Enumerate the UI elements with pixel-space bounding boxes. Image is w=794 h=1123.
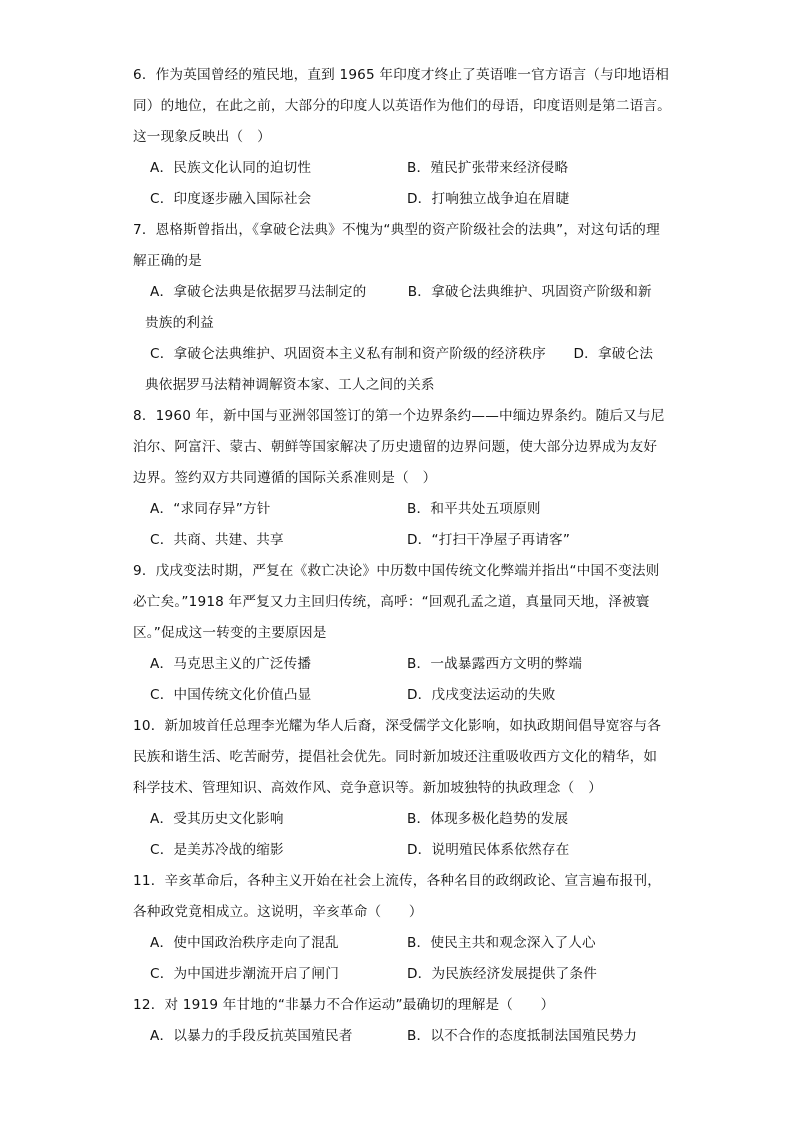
option-row bbox=[0, 928, 794, 959]
option-d[interactable]: D．“打扫干净屋子再请客” bbox=[407, 532, 571, 548]
question-stem: 民族和谐生活、吃苦耐劳，提倡社会优先。同时新加坡还注重吸收西方文化的精华，如 bbox=[133, 749, 658, 765]
option-b[interactable]: B．殖民扩张带来经济侵略 bbox=[407, 160, 569, 176]
option-d[interactable]: D．说明殖民体系依然存在 bbox=[407, 842, 570, 858]
option-d[interactable]: D．打响独立战争迫在眉睫 bbox=[407, 191, 570, 207]
question-stem: 12．对 1919 年甘地的“非暴力不合作运动”最确切的理解是（ ） bbox=[133, 997, 555, 1013]
question-stem: 9．戊戌变法时期，严复在《救亡决论》中历数中国传统文化弊端并指出“中国不变法则 bbox=[133, 563, 660, 579]
option-c-d[interactable]: C．拿破仑法典维护、巩固资本主义私有制和资产阶级的经济秩序 D．拿破仑法 bbox=[150, 346, 654, 362]
option-d-continued: 典依据罗马法精神调解资本家、工人之间的关系 bbox=[145, 377, 435, 393]
question-stem: 同）的地位，在此之前，大部分的印度人以英语作为他们的母语，印度语则是第二语言。 bbox=[133, 98, 671, 114]
option-row bbox=[0, 959, 794, 990]
option-row bbox=[0, 1021, 794, 1052]
option-b[interactable]: B．以不合作的态度抵制法国殖民势力 bbox=[407, 1028, 638, 1044]
question-stem: 区。”促成这一转变的主要原因是 bbox=[133, 625, 327, 641]
question-7 bbox=[0, 215, 794, 401]
option-a-b[interactable]: A．拿破仑法典是依据罗马法制定的 B．拿破仑法典维护、巩固资产阶级和新 bbox=[150, 284, 652, 300]
option-a[interactable]: A．马克思主义的广泛传播 bbox=[150, 656, 312, 672]
option-c[interactable]: C．中国传统文化价值凸显 bbox=[150, 687, 312, 703]
option-b[interactable]: B．使民主共和观念深入了人心 bbox=[407, 935, 596, 951]
option-row bbox=[0, 680, 794, 711]
option-row bbox=[0, 804, 794, 835]
option-d[interactable]: D．戊戌变法运动的失败 bbox=[407, 687, 556, 703]
question-stem: 这一现象反映出（ ） bbox=[133, 129, 271, 145]
question-stem: 8．1960 年，新中国与亚洲邻国签订的第一个边界条约——中缅边界条约。随后又与尼 bbox=[133, 408, 665, 424]
option-c[interactable]: C．印度逐步融入国际社会 bbox=[150, 191, 312, 207]
question-stem: 6．作为英国曾经的殖民地，直到 1965 年印度才终止了英语唯一官方语言（与印地语相 bbox=[133, 67, 670, 83]
question-8 bbox=[0, 401, 794, 556]
option-b[interactable]: B．和平共处五项原则 bbox=[407, 501, 541, 517]
question-stem: 泊尔、阿富汗、蒙古、朝鲜等国家解决了历史遗留的边界问题，使大部分边界成为友好 bbox=[133, 439, 658, 455]
question-stem: 11．辛亥革命后，各种主义开始在社会上流传，各种名目的政纲政论、宣言遍布报刊， bbox=[133, 873, 662, 889]
option-b[interactable]: B．体现多极化趋势的发展 bbox=[407, 811, 569, 827]
question-6 bbox=[0, 60, 794, 215]
question-stem: 7．恩格斯曾指出，《拿破仑法典》不愧为“典型的资产阶级社会的法典”，对这句话的理 bbox=[133, 222, 660, 238]
option-row bbox=[0, 494, 794, 525]
option-a[interactable]: A．“求同存异”方针 bbox=[150, 501, 271, 517]
option-b[interactable]: B．一战暴露西方文明的弊端 bbox=[407, 656, 583, 672]
option-row bbox=[0, 184, 794, 215]
option-a[interactable]: A．民族文化认同的迫切性 bbox=[150, 160, 312, 176]
option-a[interactable]: A．受其历史文化影响 bbox=[150, 811, 284, 827]
option-b-continued: 贵族的利益 bbox=[145, 315, 214, 331]
question-stem: 科学技术、管理知识、高效作风、竞争意识等。新加坡独特的执政理念（ ） bbox=[133, 780, 602, 796]
question-stem: 边界。签约双方共同遵循的国际关系准则是（ ） bbox=[133, 470, 437, 486]
question-11 bbox=[0, 866, 794, 990]
option-row bbox=[0, 525, 794, 556]
question-stem: 各种政党竟相成立。这说明，辛亥革命（ ） bbox=[133, 904, 423, 920]
question-stem: 必亡矣。”1918 年严复又力主回归传统，高呼：“回观孔孟之道，真量同天地，泽被寰 bbox=[133, 594, 650, 610]
option-a[interactable]: A．以暴力的手段反抗英国殖民者 bbox=[150, 1028, 353, 1044]
option-row bbox=[0, 835, 794, 866]
option-c[interactable]: C．为中国进步潮流开启了闸门 bbox=[150, 966, 340, 982]
question-stem: 解正确的是 bbox=[133, 253, 202, 269]
option-row bbox=[0, 649, 794, 680]
option-row bbox=[0, 153, 794, 184]
question-9 bbox=[0, 556, 794, 711]
option-c[interactable]: C．共商、共建、共享 bbox=[150, 532, 284, 548]
question-12 bbox=[0, 990, 794, 1052]
question-stem: 10．新加坡首任总理李光耀为华人后裔，深受儒学文化影响，如执政期间倡导宽容与各 bbox=[133, 718, 662, 734]
option-d[interactable]: D．为民族经济发展提供了条件 bbox=[407, 966, 597, 982]
option-a[interactable]: A．使中国政治秩序走向了混乱 bbox=[150, 935, 339, 951]
question-10 bbox=[0, 711, 794, 866]
option-c[interactable]: C．是美苏冷战的缩影 bbox=[150, 842, 284, 858]
